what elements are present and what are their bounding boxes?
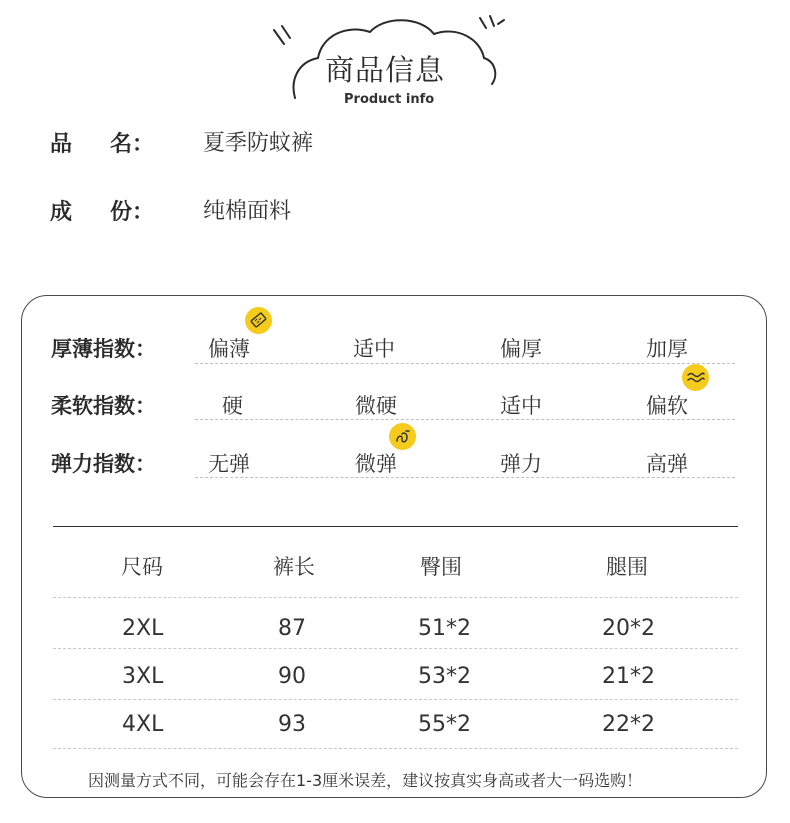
- thickness-option: 加厚: [646, 337, 688, 361]
- softness-option: 偏软: [646, 394, 688, 418]
- table-header-length: 裤长: [273, 555, 315, 579]
- table-cell: 87: [278, 616, 306, 641]
- table-header-hip: 臀围: [420, 555, 462, 579]
- table-row-divider: [53, 699, 738, 700]
- spring-icon: [389, 423, 416, 450]
- dotted-divider: [195, 419, 735, 420]
- info-value-name: 夏季防蚊裤: [203, 131, 314, 156]
- table-header-thigh: 腿围: [606, 555, 648, 579]
- table-cell: 90: [278, 664, 306, 689]
- table-cell: 21*2: [602, 664, 655, 689]
- thickness-option: 偏薄: [208, 337, 250, 361]
- measurement-note: 因测量方式不同，可能会存在1-3厘米误差，建议按真实身高或者大一码选购！: [88, 771, 643, 790]
- info-value-material: 纯棉面料: [203, 199, 292, 224]
- info-label-name: [50, 127, 154, 158]
- info-label-material-a: 成: [50, 200, 73, 225]
- table-row-divider: [53, 748, 738, 749]
- table-cell: 3XL: [122, 664, 164, 689]
- elasticity-option: 微弹: [355, 452, 397, 476]
- wave-icon: [682, 364, 709, 391]
- softness-option: 硬: [222, 394, 243, 418]
- table-row-divider: [53, 597, 738, 598]
- info-label-material: [50, 195, 154, 226]
- table-cell: 2XL: [122, 616, 164, 641]
- ruler-icon: [245, 307, 272, 334]
- table-cell: 22*2: [602, 712, 655, 737]
- thickness-option: 适中: [353, 337, 395, 361]
- softness-option: 适中: [500, 394, 542, 418]
- info-label-name-a: 品: [50, 132, 73, 157]
- thickness-index-label: 厚薄指数：: [51, 337, 156, 361]
- table-cell: 55*2: [418, 712, 471, 737]
- table-header-size: 尺码: [121, 555, 163, 579]
- page-title: 商品信息: [325, 53, 446, 87]
- info-label-name-b: 名：: [110, 132, 155, 157]
- softness-index-label: 柔软指数：: [51, 394, 156, 418]
- thickness-option: 偏厚: [500, 337, 542, 361]
- elasticity-option: 高弹: [646, 452, 688, 476]
- table-cell: 4XL: [122, 712, 164, 737]
- elasticity-option: 弹力: [500, 452, 542, 476]
- elasticity-index-label: 弹力指数：: [51, 452, 156, 476]
- table-cell: 20*2: [602, 616, 655, 641]
- table-row-divider: [53, 648, 738, 649]
- elasticity-option: 无弹: [208, 452, 250, 476]
- page-subtitle: Product info: [344, 92, 435, 107]
- softness-option: 微硬: [355, 394, 397, 418]
- dotted-divider: [195, 477, 735, 478]
- info-label-material-b: 份：: [110, 200, 155, 225]
- table-cell: 93: [278, 712, 306, 737]
- table-cell: 51*2: [418, 616, 471, 641]
- table-cell: 53*2: [418, 664, 471, 689]
- dotted-divider: [195, 363, 735, 364]
- table-top-rule: [53, 526, 738, 527]
